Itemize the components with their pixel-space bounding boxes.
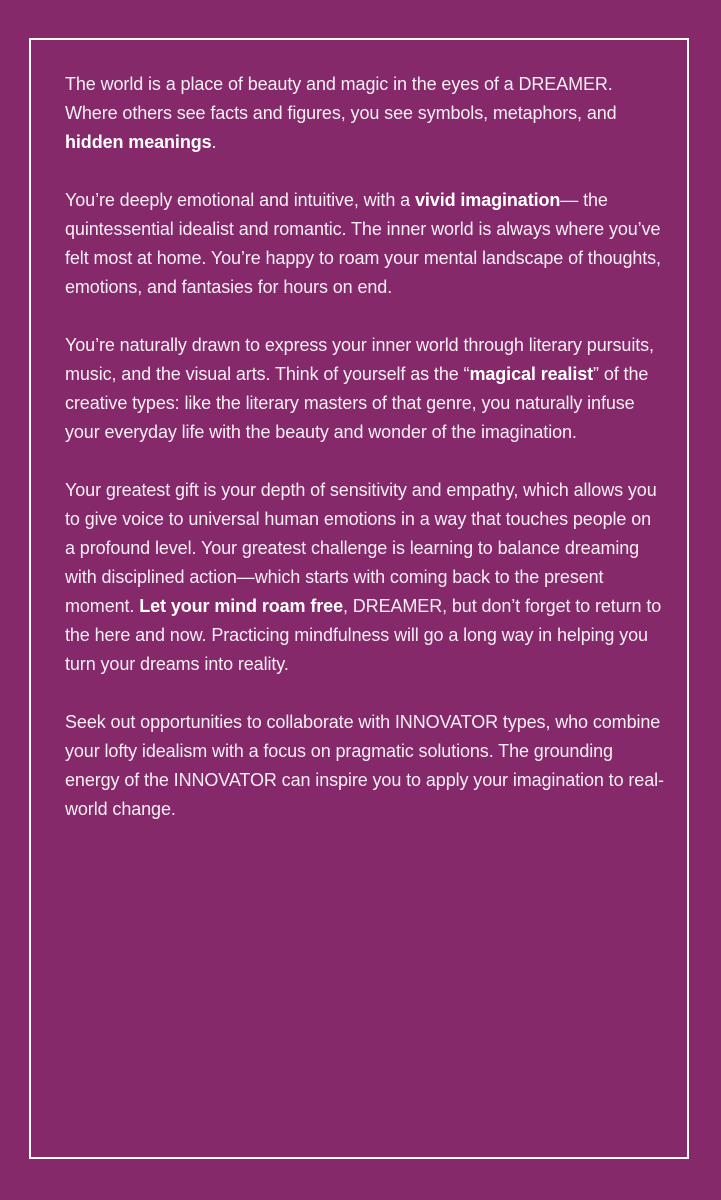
paragraph-4 bbox=[65, 476, 665, 679]
body-text bbox=[65, 70, 665, 853]
paragraph-3 bbox=[65, 331, 665, 447]
paragraph-1 bbox=[65, 70, 665, 157]
paragraph-text: You’re naturally drawn to express your inner world through literary pursuits, music, and the visual arts. Think of yourself as the “ bbox=[65, 335, 654, 384]
paragraph-text: . bbox=[211, 132, 217, 152]
paragraph-text: , DREAMER, but don’t forget to return to the here and now. Practicing mindfulness will go a long way in helping you turn your dreams into reality. bbox=[65, 596, 662, 674]
emphasis-text: Let your mind roam free bbox=[139, 596, 343, 616]
paragraph-2 bbox=[65, 186, 665, 302]
paragraph-text: ” of the creative types: like the literary masters of that genre, you naturally infuse your everyday life with the beauty and wonder of the imagination. bbox=[65, 364, 649, 442]
paragraph-text: Your greatest gift is your depth of sensitivity and empathy, which allows you to give voice to universal human emotions in a way that touches people on a profound level. Your greatest challenge is learning to balance dreaming with disciplined action—which starts with coming back to the present moment. bbox=[65, 480, 657, 616]
emphasis-text: hidden meanings bbox=[65, 132, 212, 152]
paragraph-text: Seek out opportunities to collaborate with INNOVATOR types, who combine your lofty idealism with a focus on pragmatic solutions. The grounding energy of the INNOVATOR can inspire you to apply your imagination to real-world change. bbox=[65, 712, 664, 819]
paragraph-text: The world is a place of beauty and magic in the eyes of a DREAMER. Where others see facts and figures, you see symbols, metaphors, and bbox=[65, 74, 617, 123]
emphasis-text: magical realist bbox=[469, 364, 594, 384]
emphasis-text: vivid imagination bbox=[414, 190, 561, 210]
paragraph-text: You’re deeply emotional and intuitive, with a bbox=[65, 190, 415, 210]
paragraph-text: — the quintessential idealist and romantic. The inner world is always where you’ve felt most at home. You’re happy to roam your mental landscape of thoughts, emotions, and fantasies for hours on end. bbox=[65, 190, 661, 297]
paragraph-5 bbox=[65, 708, 665, 824]
